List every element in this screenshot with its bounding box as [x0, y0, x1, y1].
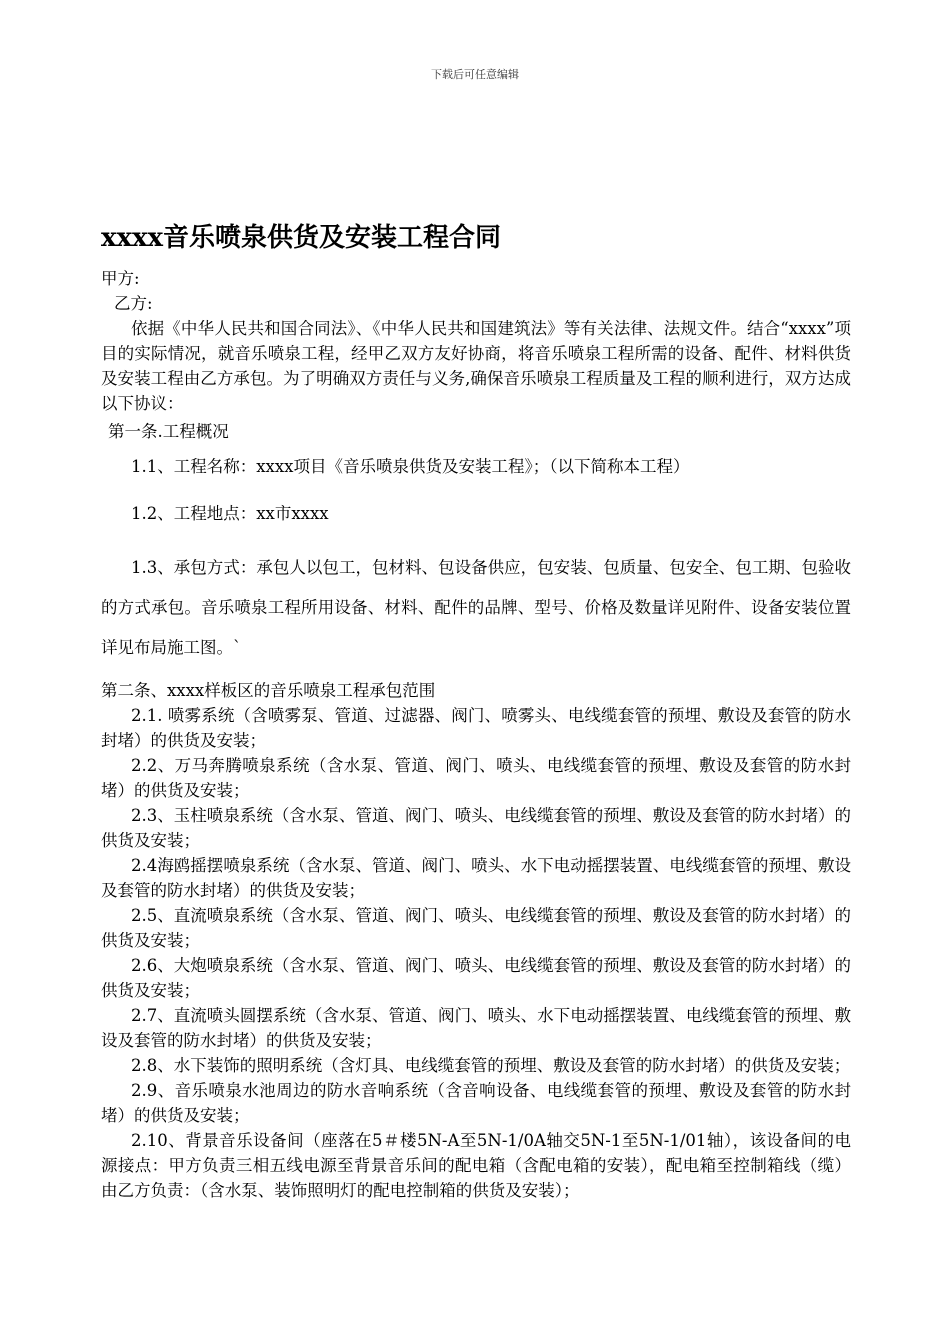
- page-header-note: 下载后可任意编辑: [431, 68, 519, 81]
- clause-2-item: 2.4海鸥摇摆喷泉系统（含水泵、管道、阀门、喷头、水下电动摇摆装置、电线缆套管的预埋、敷设及套管的防水封堵）的供货及安装；: [101, 856, 851, 900]
- clause-2-item: 2.1. 喷雾系统（含喷雾泵、管道、过滤器、阀门、喷雾头、电线缆套管的预埋、敷设及套管的防水封堵）的供货及安装；: [101, 706, 851, 750]
- document-title: xxxx音乐喷泉供货及安装工程合同: [101, 223, 502, 253]
- clause-2-item: 2.7、直流喷头圆摆系统（含水泵、管道、阀门、喷头、水下电动摇摆装置、电线缆套管的预埋、敷设及套管的防水封堵）的供货及安装；: [101, 1006, 851, 1050]
- party-a-label: 甲方:: [101, 269, 140, 288]
- clause-1-item-2: 1.2、工程地点：xx市xxxx: [131, 504, 329, 523]
- clause-2-item: 2.10、背景音乐设备间（座落在5＃楼5N-A至5N-1/0A轴交5N-1至5N-1/01轴），该设备间的电源接点：甲方负责三相五线电源至背景音乐间的配电箱（含配电箱的安装），配电箱至控制箱线（缆）由乙方负责：（含水泵、装饰照明灯的配电控制箱的供货及安装）；: [101, 1131, 851, 1200]
- clause-2-item: 2.2、万马奔腾喷泉系统（含水泵、管道、阀门、喷头、电线缆套管的预埋、敷设及套管的防水封堵）的供货及安装；: [101, 756, 851, 800]
- clause-2-heading: 第二条、xxxx样板区的音乐喷泉工程承包范围: [101, 681, 436, 700]
- clause-2-item: 2.9、音乐喷泉水池周边的防水音响系统（含音响设备、电线缆套管的预埋、敷设及套管的防水封堵）的供货及安装；: [101, 1081, 851, 1125]
- clause-2-item: 2.5、直流喷泉系统（含水泵、管道、阀门、喷头、电线缆套管的预埋、敷设及套管的防水封堵）的供货及安装；: [101, 906, 851, 950]
- clause-2-item: 2.3、玉柱喷泉系统（含水泵、管道、阀门、喷头、电线缆套管的预埋、敷设及套管的防水封堵）的供货及安装；: [101, 806, 851, 850]
- clause-1-item-1: 1.1、工程名称：xxxx项目《音乐喷泉供货及安装工程》；（以下简称本工程）: [131, 457, 690, 476]
- intro-paragraph: 依据《中华人民共和国合同法》、《中华人民共和国建筑法》等有关法律、法规文件。结合“xxxx”项目的实际情况，就音乐喷泉工程，经甲乙双方友好协商，将音乐喷泉工程所需的设备、配件、材料供货及安装工程由乙方承包。为了明确双方责任与义务,确保音乐喷泉工程质量及工程的顺利进行，双方达成以下协议：: [101, 319, 851, 413]
- clause-1-item-3: 1.3、承包方式：承包人以包工，包材料、包设备供应，包安装、包质量、包安全、包工期、包验收的方式承包。音乐喷泉工程所用设备、材料、配件的品牌、型号、价格及数量详见附件、设备安装位置详见布局施工图。`: [101, 558, 851, 657]
- clause-2-item: 2.6、大炮喷泉系统（含水泵、管道、阀门、喷头、电线缆套管的预埋、敷设及套管的防水封堵）的供货及安装；: [101, 956, 851, 1000]
- clause-2-item: 2.8、水下装饰的照明系统（含灯具、电线缆套管的预埋、敷设及套管的防水封堵）的供货及安装；: [131, 1056, 851, 1075]
- contract-document: [101, 218, 851, 1203]
- clause-1-heading: 第一条.工程概况: [108, 422, 229, 441]
- party-b-label: 乙方:: [114, 294, 153, 313]
